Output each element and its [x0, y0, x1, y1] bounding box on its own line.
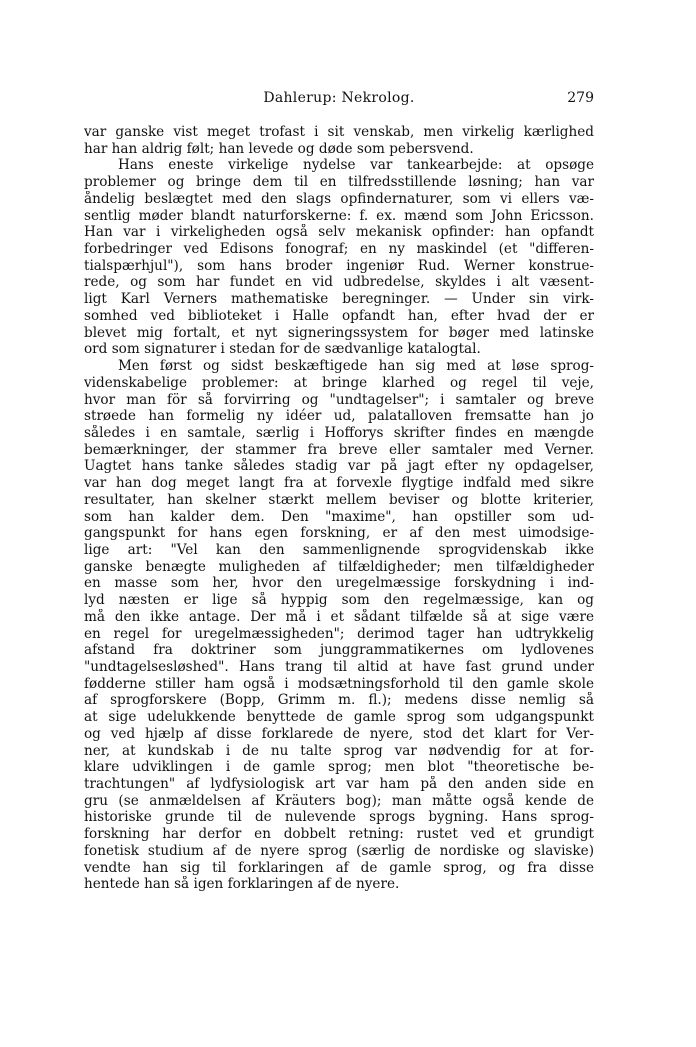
- page-number: 279: [567, 90, 594, 106]
- text-line: gangspunkt for hans egen forskning, er af den mest uimodsige-: [84, 525, 594, 542]
- text-line: somhed ved biblioteket i Halle opfandt han, efter hvad der er: [84, 307, 594, 324]
- text-line: Han var i virkeligheden også selv mekanisk opfinder: han opfandt: [84, 224, 594, 241]
- text-line: at sige udelukkende benyttede de gamle sprog som udgangspunkt: [84, 709, 594, 726]
- text-line: bemærkninger, der stammer fra breve eller samtaler med Verner.: [84, 441, 594, 458]
- running-title: Dahlerup: Nekrolog.: [263, 90, 415, 106]
- text-line: blevet mig fortalt, et nyt signeringssystem for bøger med latinske: [84, 324, 594, 341]
- text-line: resultater, han skelner stærkt mellem beviser og blotte kriterier,: [84, 491, 594, 508]
- text-line: må den ikke antage. Der må i et sådant tilfælde så at sige være: [84, 608, 594, 625]
- text-line: en masse som her, hvor den uregelmæssige forskydning i ind-: [84, 575, 594, 592]
- text-line: var han dog meget langt fra at forvexle flygtige indfald med sikre: [84, 475, 594, 492]
- text-line: lyd næsten er lige så hyppig som den regelmæssige, kan og: [84, 592, 594, 609]
- text-line: problemer og bringe dem til en tilfredsstillende løsning; han var: [84, 174, 594, 191]
- text-line: rede, og som har fundet en vid udbredelse, skyldes i alt væsent-: [84, 274, 594, 291]
- text-line: og ved hjælp af disse forklarede de nyere, stod det klart for Ver-: [84, 725, 594, 742]
- text-line: forbedringer ved Edisons fonograf; en ny maskindel (et "differen-: [84, 241, 594, 258]
- text-line: åndelig beslægtet med den slags opfindernaturer, som vi ellers væ-: [84, 190, 594, 207]
- text-line: således i en samtale, særlig i Hofforys skrifter findes en mængde: [84, 424, 594, 441]
- text-line: var ganske vist meget trofast i sit venskab, men virkelig kærlighed: [84, 124, 594, 140]
- text-line: fødderne stiller ham også i modsætningsforhold til den gamle skole: [84, 675, 594, 692]
- text-line: som han kalder dem. Den "maxime", han opstiller som ud-: [84, 508, 594, 525]
- text-line: afstand fra doktriner som junggrammatikernes om lydlovenes: [84, 642, 594, 659]
- text-line: vendte han sig til forklaringen af de gamle sprog, og fra disse: [84, 859, 594, 876]
- text-line: har han aldrig følt; han levede og døde som pebersvend.: [84, 140, 474, 157]
- text-line: "undtagelsesløshed". Hans trang til altid at have fast grund under: [84, 659, 594, 675]
- text-line: gru (se anmældelsen af Kräuters bog); man måtte også kende de: [84, 792, 594, 809]
- text-line: Men først og sidst beskæftigede han sig med at løse sprog-: [118, 358, 594, 375]
- text-line: trachtungen" af lydfysiologisk art var ham på den anden side en: [84, 776, 594, 793]
- text-line: ord som signaturer i stedan for de sædvanlige katalogtal.: [84, 341, 481, 358]
- text-line: fonetisk studium af de nyere sprog (særlig de nordiske og slaviske): [84, 842, 594, 859]
- text-line: tialspærhjul"), som hans broder ingeniør Rud. Werner konstrue-: [84, 257, 594, 274]
- text-line: af sprogforskere (Bopp, Grimm m. fl.); medens disse nemlig så: [84, 692, 594, 709]
- body-text: [84, 124, 594, 893]
- text-line: videnskabelige problemer: at bringe klarhed og regel til veje,: [84, 374, 594, 391]
- text-line: sentlig møder blandt naturforskerne: f. ex. mænd som John Ericsson.: [84, 207, 594, 224]
- page-header: [84, 90, 594, 112]
- text-line: ner, at kundskab i de nu talte sprog var nødvendig for at for-: [84, 742, 594, 759]
- text-line: historiske grunde til de nulevende sprogs bygning. Hans sprog-: [84, 809, 594, 826]
- text-line: strøede han formelig ny idéer ud, palatalloven fremsatte han jo: [84, 408, 594, 425]
- text-line: hentede han så igen forklaringen af de nyere.: [84, 876, 400, 893]
- text-line: Uagtet hans tanke således stadig var på jagt efter ny opdagelser,: [84, 458, 594, 475]
- text-line: ganske benægte muligheden af tilfældigheder; men tilfældigheder: [84, 558, 594, 575]
- text-line: klare udviklingen i de gamle sprog; men blot "theoretische be-: [84, 759, 594, 776]
- text-line: ligt Karl Verners mathematiske beregninger. — Under sin virk-: [84, 291, 594, 308]
- text-line: Hans eneste virkelige nydelse var tankearbejde: at opsøge: [118, 157, 594, 174]
- text-line: hvor man för så forvirring og "undtagelser"; i samtaler og breve: [84, 391, 594, 408]
- text-line: lige art: "Vel kan den sammenlignende sprogvidenskab ikke: [84, 541, 594, 558]
- text-line: forskning har derfor en dobbelt retning: rustet ved et grundigt: [84, 826, 594, 843]
- text-line: en regel for uregelmæssigheden"; derimod tager han udtrykkelig: [84, 625, 594, 642]
